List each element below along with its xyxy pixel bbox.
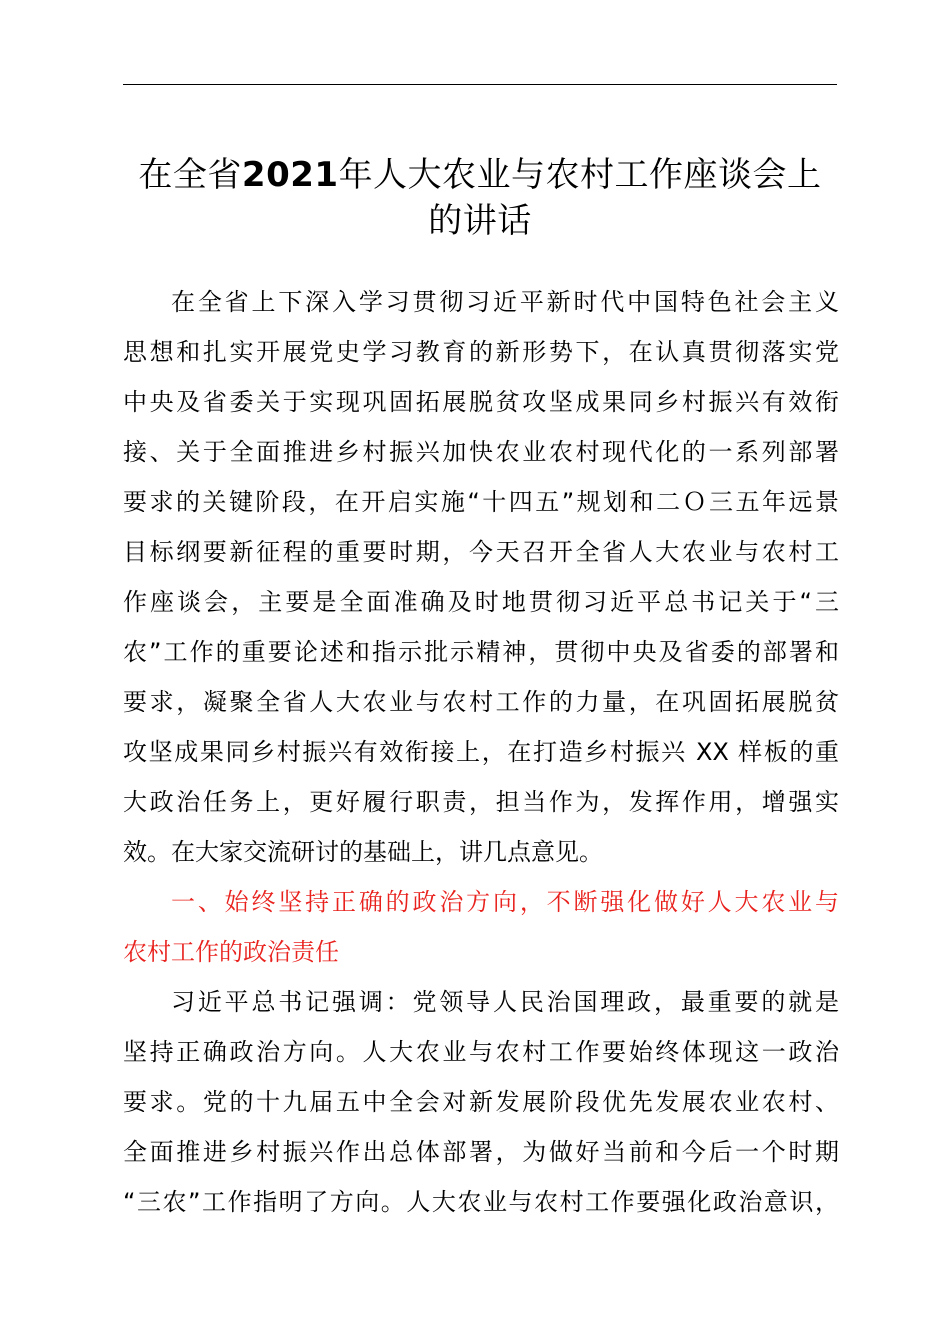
- paragraph-line: “三农”工作指明了方向。人大农业与农村工作要强化政治意识，: [123, 1188, 839, 1216]
- paragraph-line: 作座谈会，主要是全面准确及时地贯彻习近平总书记关于“三: [123, 588, 839, 616]
- paragraph-line: 大政治任务上，更好履行职责，担当作为，发挥作用，增强实: [123, 788, 839, 816]
- heading-line: 一、始终坚持正确的政治方向，不断强化做好人大农业与: [171, 888, 839, 916]
- paragraph-line: 思想和扎实开展党史学习教育的新形势下，在认真贯彻落实党: [123, 338, 839, 366]
- paragraph-line: 在全省上下深入学习贯彻习近平新时代中国特色社会主义: [171, 288, 839, 316]
- paragraph-section-1: [123, 977, 839, 1227]
- document-title: [110, 152, 850, 244]
- document-body: [123, 277, 839, 1227]
- paragraph-line: 效。在大家交流研讨的基础上，讲几点意见。: [123, 838, 603, 866]
- title-suffix: 年人大农业与农村工作座谈会上: [338, 155, 822, 195]
- section-heading-1: [123, 877, 839, 977]
- paragraph-line: 要求。党的十九届五中全会对新发展阶段优先发展农业农村、: [123, 1088, 839, 1116]
- paragraph-line: 中央及省委关于实现巩固拓展脱贫攻坚成果同乡村振兴有效衔: [123, 388, 839, 416]
- paragraph-line: 接、关于全面推进乡村振兴加快农业农村现代化的一系列部署: [123, 438, 839, 466]
- title-line-2: 的讲话: [428, 201, 532, 241]
- header-rule: [123, 84, 837, 85]
- paragraph-line: 要求，凝聚全省人大农业与农村工作的力量，在巩固拓展脱贫: [123, 688, 839, 716]
- heading-line: 农村工作的政治责任: [123, 938, 339, 966]
- paragraph-line: 习近平总书记强调：党领导人民治国理政，最重要的就是: [171, 988, 839, 1016]
- paragraph-line: 全面推进乡村振兴作出总体部署，为做好当前和今后一个时期: [123, 1138, 839, 1166]
- paragraph-line: 坚持正确政治方向。人大农业与农村工作要始终体现这一政治: [123, 1038, 839, 1066]
- paragraph-line: 要求的关键阶段，在开启实施“十四五”规划和二Ｏ三五年远景: [123, 488, 839, 516]
- title-line-1: [110, 152, 850, 198]
- paragraph-intro: [123, 277, 839, 877]
- paragraph-line: 攻坚成果同乡村振兴有效衔接上，在打造乡村振兴 XX 样板的重: [123, 738, 839, 766]
- paragraph-line: 农”工作的重要论述和指示批示精神，贯彻中央及省委的部署和: [123, 638, 839, 666]
- paragraph-line: 目标纲要新征程的重要时期，今天召开全省人大农业与农村工: [123, 538, 839, 566]
- title-prefix: 在全省: [138, 155, 242, 195]
- title-year: 2021: [241, 155, 339, 195]
